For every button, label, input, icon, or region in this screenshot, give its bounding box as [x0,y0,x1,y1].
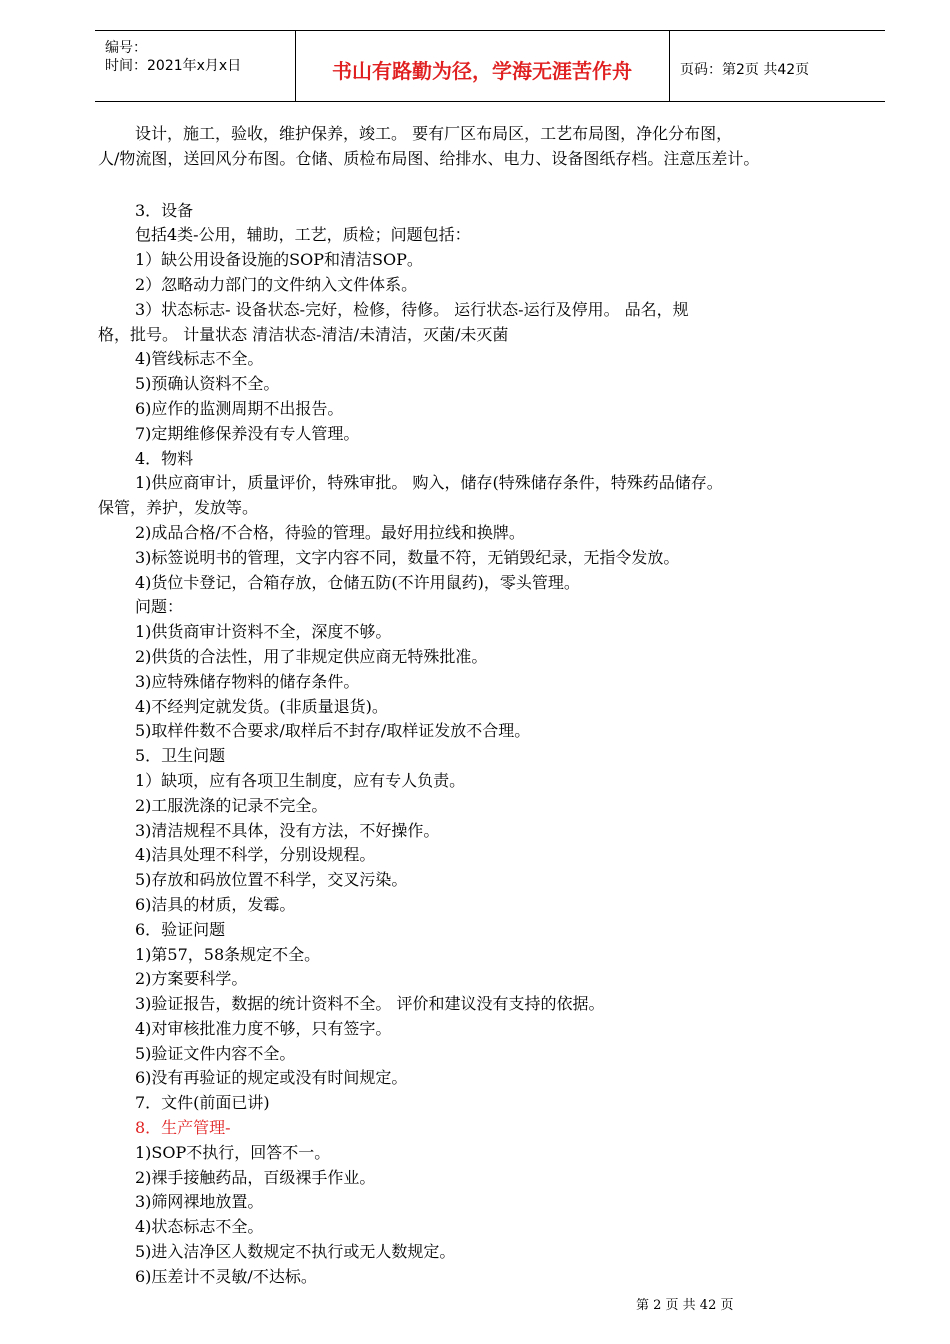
body-line: 1)供应商审计，质量评价，特殊审批。 购入，储存(特殊储存条件，特殊药品储存。 [135,473,723,493]
body-line: 1)第57，58条规定不全。 [135,944,321,964]
body-line: 5)预确认资料不全。 [135,374,280,394]
body-line: 设计，施工，验收，维护保养，竣工。 要有厂区布局区，工艺布局图，净化分布图， [135,124,733,143]
body-line: 包括4类-公用，辅助，工艺，质检；问题包括： [135,225,471,245]
body-line: 3)清洁规程不具体，没有方法，不好操作。 [135,820,440,840]
body-line: 2)成品合格/不合格，待验的管理。最好用拉线和换牌。 [135,522,525,542]
body-line: 4)不经判定就发货。(非质量退货)。 [135,696,388,716]
document-time-label: 时间：2021年x月x日 [105,58,242,74]
body-line: 4)对审核批准力度不够，只有签字。 [135,1018,392,1038]
document-number-label: 编号： [105,40,147,56]
body-line: 6)洁具的材质，发霉。 [135,894,296,914]
body-line: 问题： [135,597,184,617]
section-heading-validation: 6．验证问题 [135,919,226,939]
header-motto: 书山有路勤为径，学海无涯苦作舟 [332,59,632,83]
section-heading-materials: 4．物料 [135,448,194,468]
section-heading-production: 8．生产管理- [135,1118,231,1138]
body-line: 人/物流图，送回风分布图。仓储、质检布局图、给排水、电力、设备图纸存档。注意压差计。 [98,148,760,168]
body-line: 2）忽略动力部门的文件纳入文件体系。 [135,274,418,294]
body-line: 4)洁具处理不科学，分别设规程。 [135,845,376,865]
body-line: 3)标签说明书的管理，文字内容不同，数量不符，无销毁纪录，无指令发放。 [135,547,680,567]
body-line: 保管，养护，发放等。 [98,498,259,518]
body-line: 7)定期维修保养没有专人管理。 [135,423,360,443]
header-page-info: 页码：第2页 共42页 [680,62,810,78]
body-line: 2)供货的合法性，用了非规定供应商无特殊批准。 [135,646,488,666]
body-line: 1)SOP不执行，回答不一。 [135,1142,331,1162]
body-line: 2)工服洗涤的记录不完全。 [135,795,328,815]
section-heading-equipment: 3．设备 [135,200,194,220]
body-line: 3)筛网裸地放置。 [135,1192,264,1212]
body-line: 4)状态标志不全。 [135,1217,264,1237]
body-line: 5)进入洁净区人数规定不执行或无人数规定。 [135,1242,456,1262]
body-line: 3)应特殊储存物料的储存条件。 [135,671,360,691]
body-line: 6)没有再验证的规定或没有时间规定。 [135,1068,408,1088]
body-line: 1）缺公用设备设施的SOP和清洁SOP。 [135,250,423,270]
header-right-cell [670,31,885,101]
body-line: 6)压差计不灵敏/不达标。 [135,1266,317,1286]
paragraph-gap [98,172,898,199]
body-line: 3)验证报告，数据的统计资料不全。 评价和建议没有支持的依据。 [135,994,605,1014]
body-line: 5)验证文件内容不全。 [135,1043,296,1063]
body-line: 2)方案要科学。 [135,969,248,989]
body-line: 3）状态标志- 设备状态-完好，检修，待修。 运行状态-运行及停用。 品名，规 [135,299,689,319]
body-line: 6)应作的监测周期不出报告。 [135,398,344,418]
body-line: 1)供货商审计资料不全，深度不够。 [135,622,392,642]
body-line: 1）缺项，应有各项卫生制度，应有专人负责。 [135,770,466,790]
body-line: 4)管线标志不全。 [135,349,264,369]
document-body [98,122,898,1290]
body-line: 2)裸手接触药品，百级裸手作业。 [135,1167,376,1187]
page-header [95,30,885,102]
body-line: 格，批号。 计量状态 清洁状态-清洁/未清洁，灭菌/未灭菌 [98,324,509,344]
header-left-cell [95,31,296,101]
header-middle-cell [295,31,670,101]
page-footer-number: 第 2 页 共 42 页 [636,1298,734,1313]
section-heading-hygiene: 5．卫生问题 [135,746,226,766]
body-line: 5)存放和码放位置不科学，交叉污染。 [135,870,408,890]
section-heading-documents: 7．文件(前面已讲) [135,1093,270,1113]
body-line: 4)货位卡登记，合箱存放，仓储五防(不许用鼠药)，零头管理。 [135,572,580,592]
body-line: 5)取样件数不合要求/取样后不封存/取样证发放不合理。 [135,721,531,741]
